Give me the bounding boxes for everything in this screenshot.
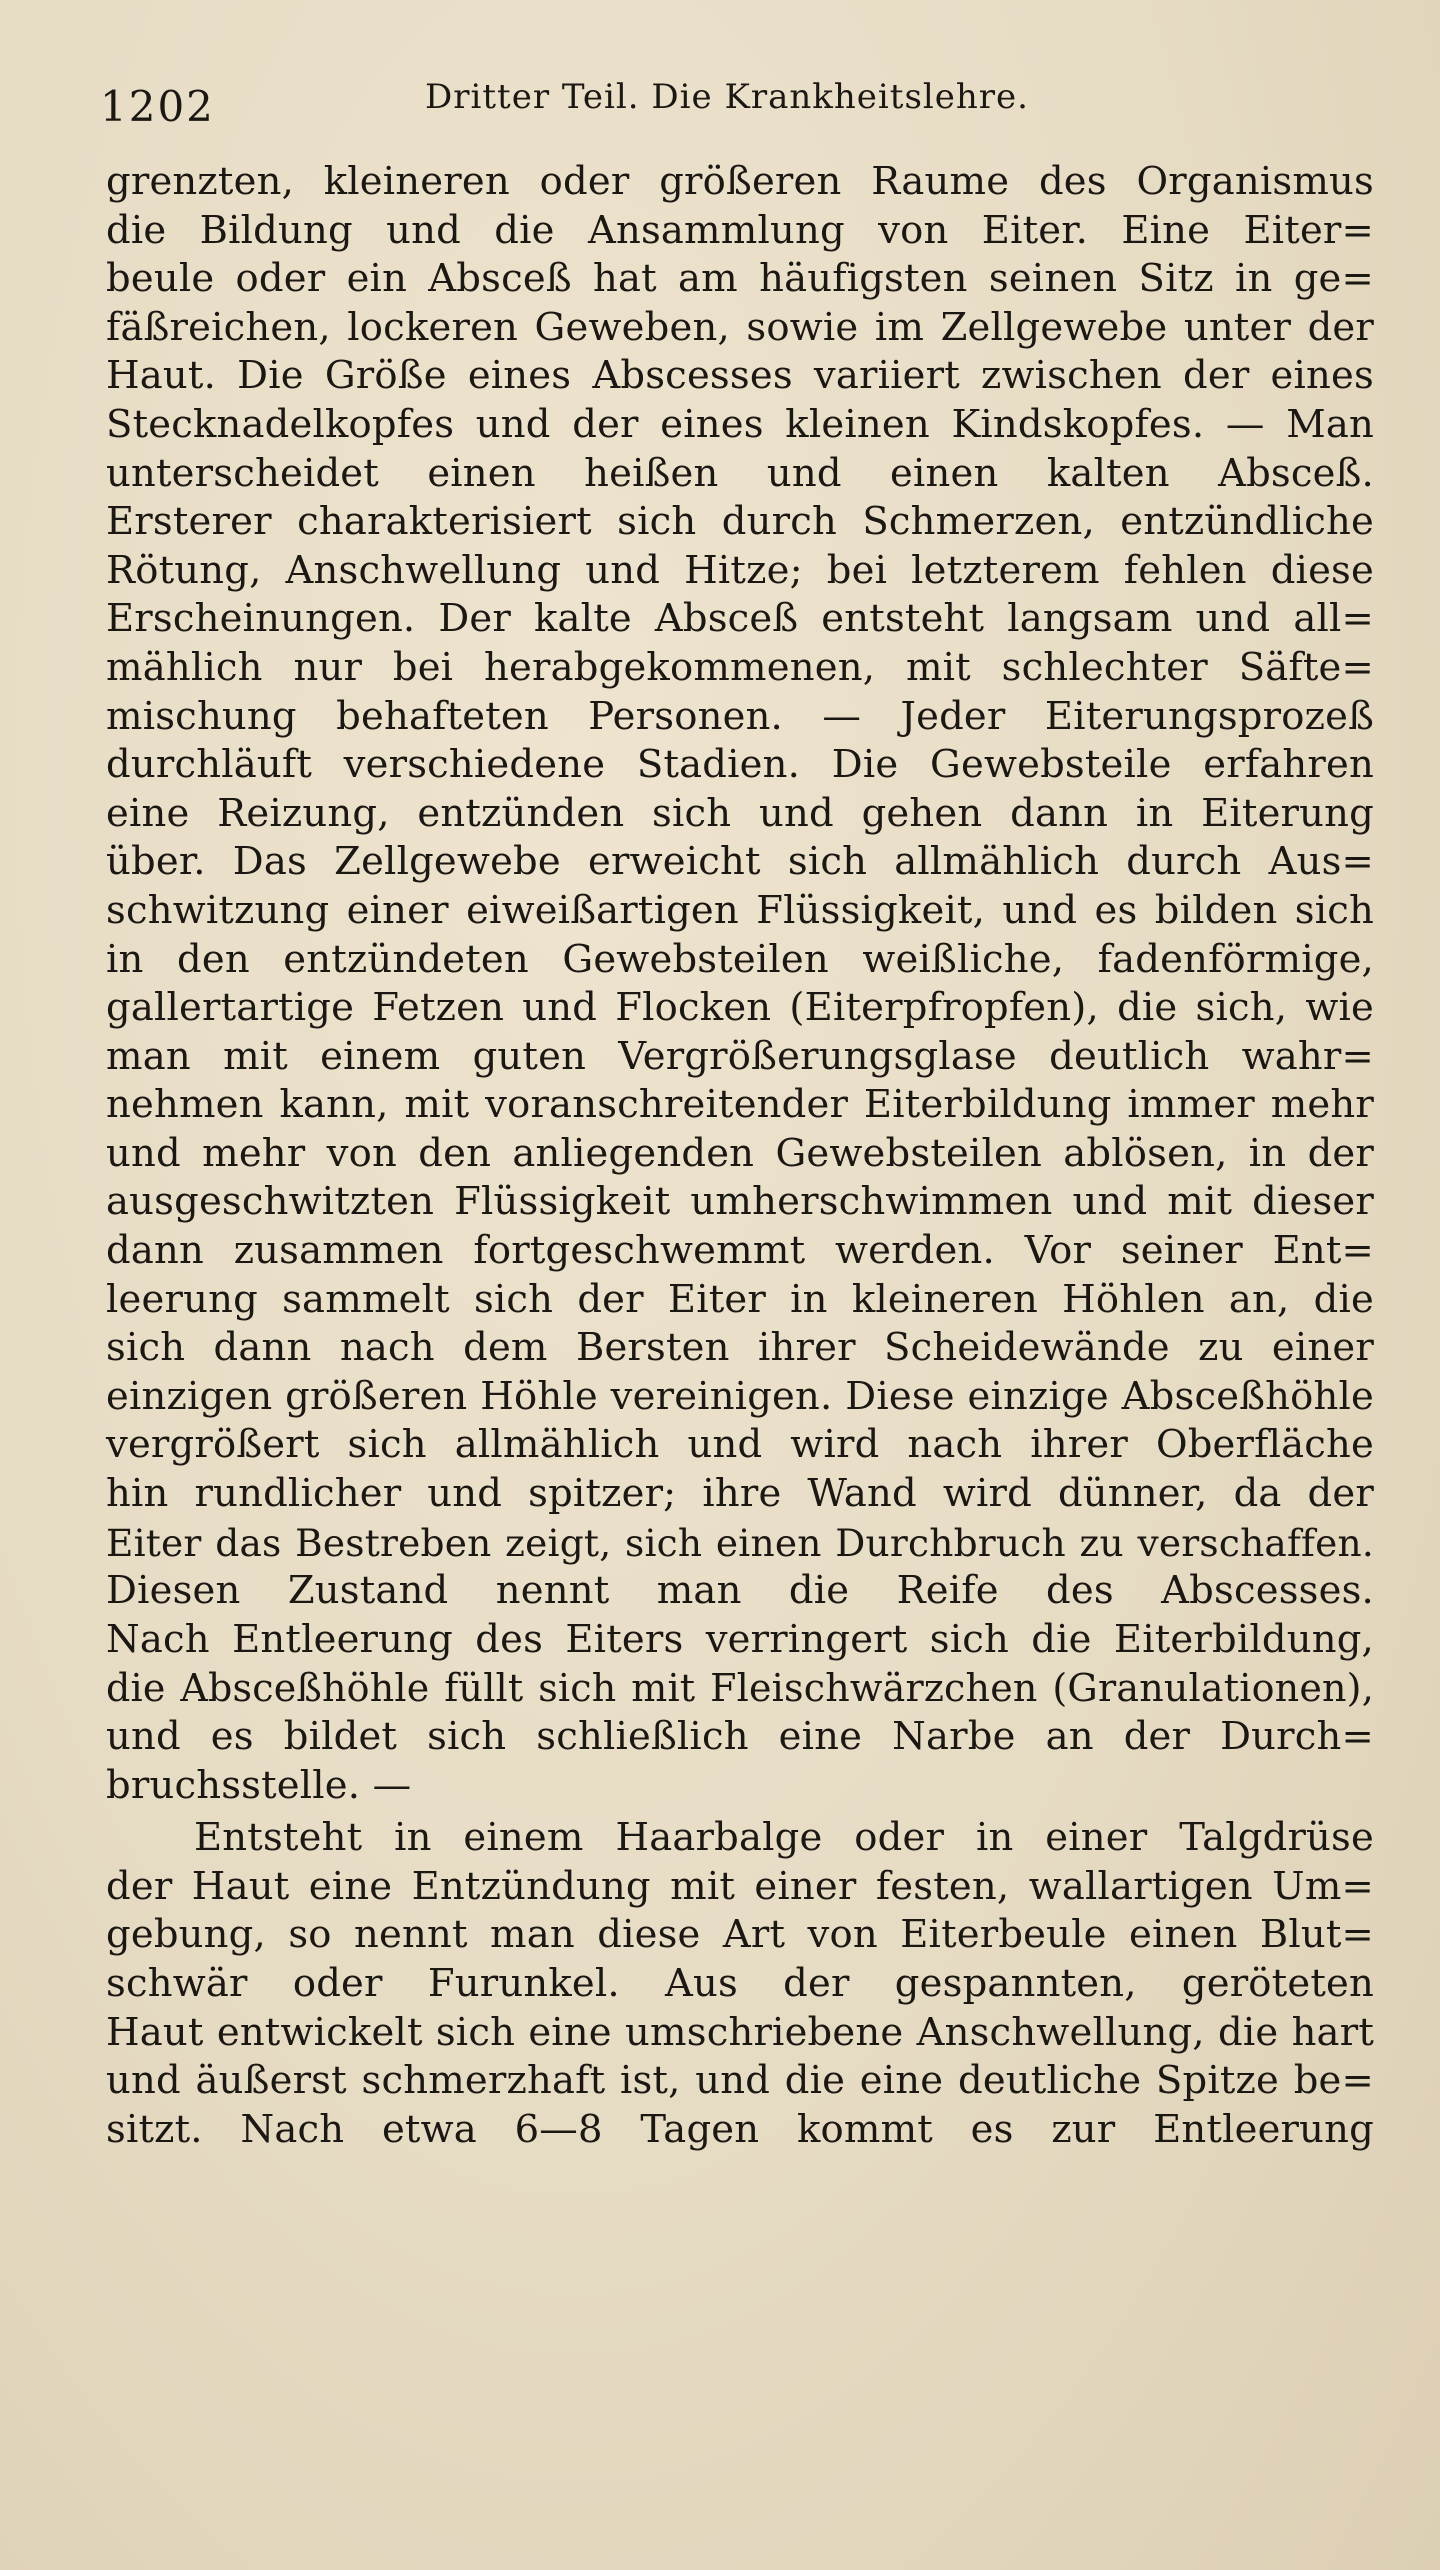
text-line: vergrößert sich allmählich und wird nach ihrer Oberfläche [106, 1422, 1374, 1468]
text-line: Eiter das Bestreben zeigt, sich einen Durchbruch zu verschaffen. [106, 1520, 1374, 1565]
text-line: unterscheidet einen heißen und einen kalten Absceß. [106, 450, 1374, 496]
text-line: Entsteht in einem Haarbalge oder in einer Talgdrüse [194, 1815, 1374, 1861]
text-line: Nach Entleerung des Eiters verringert sich die Eiterbildung, [106, 1616, 1374, 1662]
text-line: mählich nur bei herabgekommenen, mit schlechter Säfte= [106, 644, 1374, 690]
text-line: einzigen größeren Höhle vereinigen. Diese einzige Absceßhöhle [106, 1373, 1374, 1419]
text-line: sich dann nach dem Bersten ihrer Scheidewände zu einer [106, 1325, 1374, 1371]
text-line: der Haut eine Entzündung mit einer festen, wallartigen Um= [106, 1863, 1374, 1909]
text-line: Haut. Die Größe eines Abscesses variiert zwischen der eines [106, 353, 1374, 399]
text-line: die Absceßhöhle füllt sich mit Fleischwärzchen (Granulationen), [106, 1666, 1374, 1711]
text-line: schwitzung einer eiweißartigen Flüssigkeit, und es bilden sich [106, 887, 1374, 933]
text-line: sitzt. Nach etwa 6—8 Tagen kommt es zur Entleerung [106, 2106, 1374, 2152]
text-line: und mehr von den anliegenden Gewebsteilen ablösen, in der [106, 1130, 1374, 1176]
text-line: in den entzündeten Gewebsteilen weißliche, fadenförmige, [106, 936, 1374, 982]
page-header [100, 62, 1370, 132]
text-line: beule oder ein Absceß hat am häufigsten seinen Sitz in ge= [106, 256, 1374, 302]
text-line: grenzten, kleineren oder größeren Raume des Organismus [106, 159, 1374, 204]
text-line: über. Das Zellgewebe erweicht sich allmählich durch Aus= [106, 839, 1374, 885]
text-line: Rötung, Anschwellung und Hitze; bei letzterem fehlen diese [106, 547, 1374, 593]
text-line: gebung, so nennt man diese Art von Eiterbeule einen Blut= [106, 1912, 1374, 1958]
paragraph [106, 158, 1374, 1810]
text-line: gallertartige Fetzen und Flocken (Eiterpfropfen), die sich, wie [106, 985, 1374, 1031]
text-line: mischung behafteten Personen. — Jeder Eiterungsprozeß [106, 693, 1374, 739]
text-line: fäßreichen, lockeren Geweben, sowie im Zellgewebe unter der [106, 304, 1374, 350]
text-line: durchläuft verschiedene Stadien. Die Gewebsteile erfahren [106, 742, 1374, 788]
page-number: 1202 [100, 82, 215, 131]
text-line: Stecknadelkopfes und der eines kleinen Kindskopfes. — Man [106, 401, 1374, 447]
text-line: Ersterer charakterisiert sich durch Schmerzen, entzündliche [106, 499, 1374, 545]
text-line: bruchsstelle. — [106, 1762, 412, 1808]
text-line: eine Reizung, entzünden sich und gehen dann in Eiterung [106, 790, 1374, 836]
text-line: dann zusammen fortgeschwemmt werden. Vor seiner Ent= [106, 1228, 1374, 1274]
paragraph [106, 1814, 1374, 2154]
text-line: schwär oder Furunkel. Aus der gespannten, geröteten [106, 1960, 1374, 2006]
text-line: Erscheinungen. Der kalte Absceß entsteht langsam und all= [106, 596, 1374, 642]
text-line: Diesen Zustand nennt man die Reife des Abscesses. [106, 1568, 1374, 1614]
text-line: man mit einem guten Vergrößerungsglase deutlich wahr= [106, 1033, 1374, 1079]
text-line: ausgeschwitzten Flüssigkeit umherschwimmen und mit dieser [106, 1179, 1374, 1225]
text-line: und es bildet sich schließlich eine Narbe an der Durch= [106, 1714, 1374, 1759]
text-line: die Bildung und die Ansammlung von Eiter. Eine Eiter= [106, 207, 1374, 253]
text-line: hin rundlicher und spitzer; ihre Wand wird dünner, da der [106, 1471, 1374, 1517]
running-head: Dritter Teil. Die Krankheitslehre. [425, 77, 1029, 117]
body-text [106, 158, 1374, 2154]
text-line: leerung sammelt sich der Eiter in kleineren Höhlen an, die [106, 1276, 1374, 1322]
text-line: und äußerst schmerzhaft ist, und die eine deutliche Spitze be= [106, 2058, 1374, 2104]
text-line: Haut entwickelt sich eine umschriebene Anschwellung, die hart [106, 2009, 1374, 2055]
text-line: nehmen kann, mit voranschreitender Eiterbildung immer mehr [106, 1082, 1374, 1128]
